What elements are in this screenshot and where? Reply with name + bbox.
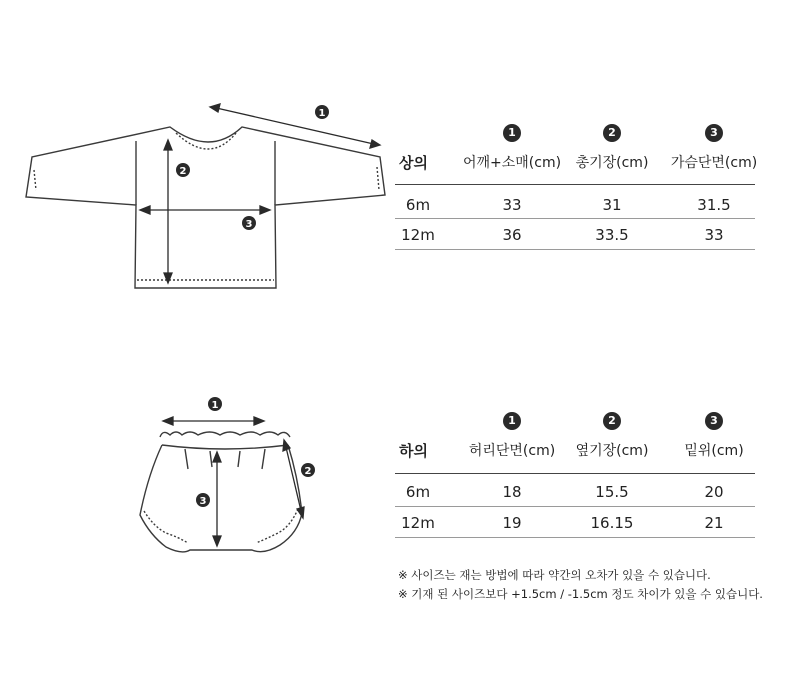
bottom-col-header-2: 옆기장(cm) xyxy=(575,443,649,459)
top-table-rule xyxy=(395,184,755,185)
bottom-marker-3: 3 xyxy=(199,496,207,507)
bottom-col-header-3: 밑위(cm) xyxy=(684,443,744,459)
bottom-row-divider xyxy=(395,506,755,507)
top-row2-val2: 33.5 xyxy=(595,226,629,244)
bottom-row1-size: 6m xyxy=(405,483,431,501)
size-note-2: ※ 기재 된 사이즈보다 +1.5cm / -1.5cm 정도 차이가 있을 수 있습니다. xyxy=(398,587,763,601)
top-row2-val1: 36 xyxy=(502,226,522,244)
bottom-row2-val2: 16.15 xyxy=(590,514,634,532)
bottom-illustration-markers xyxy=(196,397,315,507)
top-row1-val2: 31 xyxy=(602,196,622,214)
bottom-marker-2: 2 xyxy=(304,466,312,477)
bottom-category-label: 하의 xyxy=(399,442,428,460)
top-garment-illustration xyxy=(20,95,390,295)
top-row-divider xyxy=(395,218,755,219)
top-row1-val3: 31.5 xyxy=(697,196,731,214)
bottom-col-marker-3: 3 xyxy=(705,412,723,430)
bottom-size-table xyxy=(395,410,755,550)
bottom-row-divider xyxy=(395,537,755,538)
bottom-table-rule xyxy=(395,473,755,474)
top-col-marker-1: 1 xyxy=(503,124,521,142)
top-row2-val3: 33 xyxy=(704,226,724,244)
bottom-marker-1: 1 xyxy=(211,400,219,411)
top-col-marker-2: 2 xyxy=(603,124,621,142)
size-note-1: ※ 사이즈는 재는 방법에 따라 약간의 오차가 있을 수 있습니다. xyxy=(398,568,711,582)
bottom-col-header-1: 허리단면(cm) xyxy=(468,443,556,459)
top-col-header-3: 가슴단면(cm) xyxy=(670,155,758,171)
bottom-row1-val3: 20 xyxy=(704,483,724,501)
bottom-col-marker-1: 1 xyxy=(503,412,521,430)
bottom-row1-val2: 15.5 xyxy=(595,483,629,501)
top-col-header-2: 총기장(cm) xyxy=(575,155,649,171)
top-marker-3: 3 xyxy=(245,219,253,230)
bottom-row2-size: 12m xyxy=(401,514,435,532)
bottom-col-marker-2: 2 xyxy=(603,412,621,430)
top-row1-size: 6m xyxy=(405,196,431,214)
bottom-row2-val1: 19 xyxy=(502,514,522,532)
top-row2-size: 12m xyxy=(401,226,435,244)
top-marker-1: 1 xyxy=(318,108,326,119)
top-marker-2: 2 xyxy=(179,166,187,177)
top-category-label: 상의 xyxy=(399,154,428,172)
bottom-garment-illustration xyxy=(130,385,330,565)
top-size-table xyxy=(395,120,758,260)
top-illustration-markers xyxy=(176,105,329,230)
top-col-marker-3: 3 xyxy=(705,124,723,142)
top-row1-val1: 33 xyxy=(502,196,522,214)
bottom-row1-val1: 18 xyxy=(502,483,522,501)
top-col-header-1: 어깨+소매(cm) xyxy=(462,155,562,171)
top-row-divider xyxy=(395,249,755,250)
bottom-row2-val3: 21 xyxy=(704,514,724,532)
